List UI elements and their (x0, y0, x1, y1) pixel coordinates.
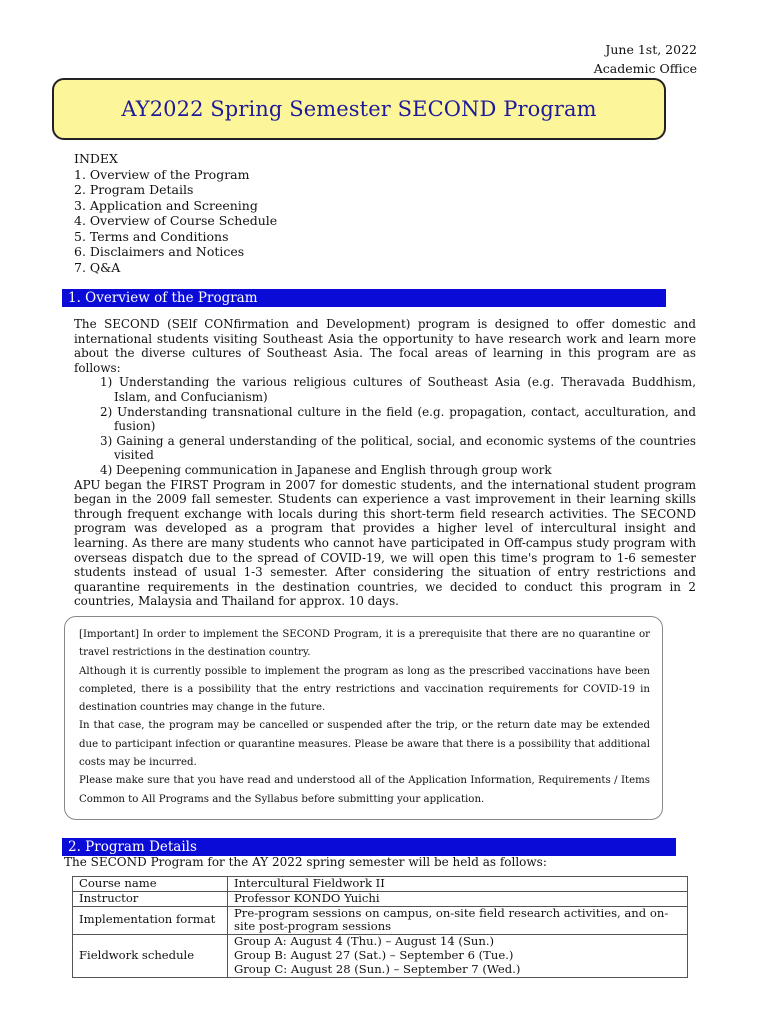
index-item: 2. Program Details (74, 182, 194, 197)
notice-paragraph: Please make sure that you have read and understood all of the Application Information, Requirements / Items Common to All Programs and the Syllabus before submitting your application. (79, 775, 650, 805)
row-value (228, 935, 688, 977)
index-item: 4. Overview of Course Schedule (74, 213, 278, 228)
index-item: 1. Overview of the Program (74, 166, 250, 182)
row-label: Implementation format (73, 906, 228, 935)
index-heading: INDEX (74, 151, 118, 166)
program-details-intro: The SECOND Program for the AY 2022 spring semester will be held as follows: (64, 855, 547, 869)
learning-area-item: 4) Deepening communication in Japanese and English through group work (100, 462, 552, 477)
issue-date: June 1st, 2022 (605, 42, 697, 57)
section-heading-overview: 1. Overview of the Program (62, 289, 666, 307)
learning-area-item: 1) Understanding the various religious cultures of Southeast Asia (e.g. Theravada Buddhism, Islam, and Confucianism) (100, 375, 696, 404)
issuing-office: Academic Office (593, 61, 697, 76)
index-item: 5. Terms and Conditions (74, 228, 229, 244)
row-label: Fieldwork schedule (73, 935, 228, 977)
row-label: Course name (73, 877, 228, 892)
row-value: Pre-program sessions on campus, on-site field research activities, and on-site post-program sessions (228, 906, 688, 935)
document-title: AY2022 Spring Semester SECOND Program (121, 97, 597, 121)
table-of-contents (74, 151, 277, 275)
table-row (73, 906, 688, 935)
table-row (73, 891, 688, 906)
overview-body (74, 317, 696, 609)
schedule-line: Group A: August 4 (Thu.) – August 14 (Sun.) (234, 934, 495, 949)
overview-intro: The SECOND (SElf CONfirmation and Development) program is designed to offer domestic and international students visiting Southeast Asia the opportunity to have research work and learn more about the diverse cultures of Southeast Asia. The focal areas of learning in this program are as follows: (74, 317, 696, 375)
row-value: Intercultural Fieldwork II (228, 877, 688, 892)
index-item: 7. Q&A (74, 259, 121, 275)
overview-paragraph: APU began the FIRST Program in 2007 for domestic students, and the international student program began in the 2009 fall semester. Students can experience a vast improvement in their learning skills through frequent exchange with locals during this short-term field research activities. The SECOND program was developed as a program that provides a higher level of intercultural insight and learning. As there are many students who cannot have participated in Off-campus study program with overseas dispatch due to the spread of COVID-19, we will open this time's program to 1-6 semester students instead of usual 1-3 semester. After considering the situation of entry restrictions and quarantine requirements in the destination countries, we decided to conduct this program in 2 countries, Malaysia and Thailand for approx. 10 days. (74, 477, 696, 609)
learning-area-item: 3) Gaining a general understanding of the political, social, and economic systems of the countries visited (100, 433, 696, 463)
important-notice-box (64, 616, 663, 820)
title-banner (52, 78, 666, 140)
row-value: Professor KONDO Yuichi (228, 891, 688, 906)
section-heading-program-details: 2. Program Details (62, 838, 676, 856)
notice-paragraph: [Important] In order to implement the SECOND Program, it is a prerequisite that there are no quarantine or travel restrictions in the destination country. (79, 629, 650, 659)
document-header (594, 40, 697, 78)
table-row (73, 877, 688, 892)
notice-paragraph: In that case, the program may be cancelled or suspended after the trip, or the return date may be extended due to participant infection or quarantine measures. Please be aware that there is a possibility that additional costs may be incurred. (79, 720, 650, 769)
index-item: 3. Application and Screening (74, 197, 258, 213)
schedule-line: Group C: August 28 (Sun.) – September 7 (Wed.) (234, 961, 521, 976)
learning-area-item: 2) Understanding transnational culture in the field (e.g. propagation, contact, acculturation, and fusion) (100, 404, 696, 434)
notice-paragraph: Although it is currently possible to implement the program as long as the prescribed vaccinations have been completed, there is a possibility that the entry restrictions and vaccination requirements for COVID-19 in destination countries may change in the future. (79, 665, 650, 714)
program-details-table (72, 876, 688, 978)
row-label: Instructor (73, 891, 228, 906)
index-item: 6. Disclaimers and Notices (74, 244, 245, 259)
table-row (73, 935, 688, 977)
schedule-line: Group B: August 27 (Sat.) – September 6 (Tue.) (234, 947, 514, 962)
